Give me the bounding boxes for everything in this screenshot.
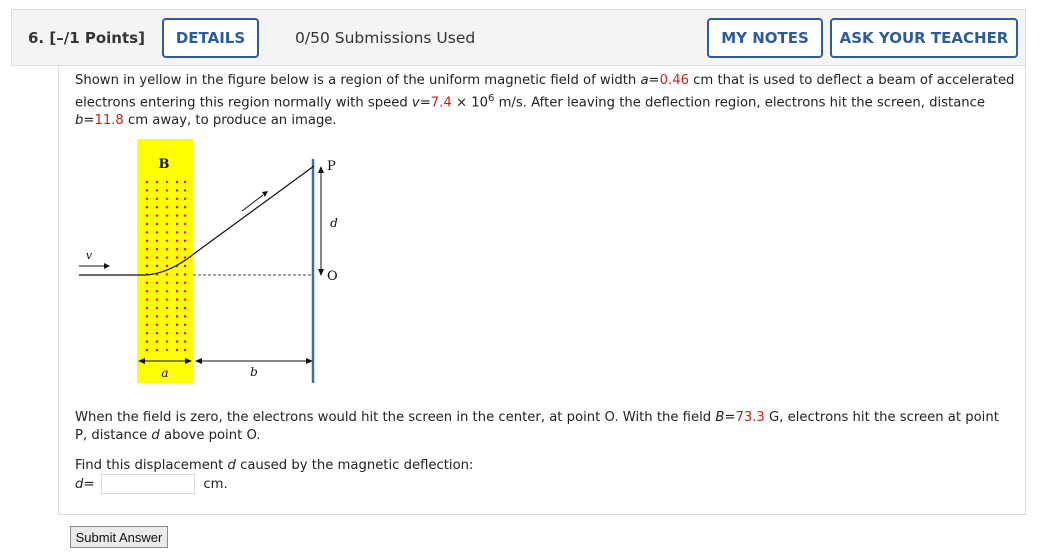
d-arrowhead-up xyxy=(318,166,324,173)
field-dot xyxy=(184,181,186,183)
field-dot xyxy=(166,315,168,317)
field-dot xyxy=(156,298,158,300)
field-dot xyxy=(156,349,158,351)
value-v: 7.4 xyxy=(430,95,452,111)
field-dot xyxy=(166,324,168,326)
field-dot xyxy=(156,231,158,233)
field-dot xyxy=(146,315,148,317)
field-dot xyxy=(146,240,148,242)
field-dot xyxy=(146,349,148,351)
field-dot xyxy=(184,324,186,326)
b-arrowhead-left xyxy=(195,358,202,364)
field-dot xyxy=(156,206,158,208)
field-dot xyxy=(146,332,148,334)
field-dot xyxy=(166,248,168,250)
value-a: 0.46 xyxy=(659,73,689,88)
field-dot xyxy=(146,290,148,292)
field-dot xyxy=(184,206,186,208)
field-dot xyxy=(176,231,178,233)
label-a: a xyxy=(161,366,169,380)
field-dot xyxy=(166,214,168,216)
direction-arrow xyxy=(242,195,263,211)
field-dot xyxy=(184,231,186,233)
field-dot xyxy=(176,315,178,317)
field-dot xyxy=(166,290,168,292)
var-v: v xyxy=(411,95,420,111)
field-dot xyxy=(184,240,186,242)
field-dot xyxy=(146,256,148,258)
answer-row xyxy=(75,473,228,495)
var-a: a xyxy=(640,73,649,88)
field-dot xyxy=(184,282,186,284)
field-dot xyxy=(166,332,168,334)
field-dot xyxy=(156,265,158,267)
field-dot xyxy=(176,223,178,225)
field-dot xyxy=(146,181,148,183)
field-dot xyxy=(146,298,148,300)
field-dot xyxy=(166,256,168,258)
field-dot xyxy=(184,223,186,225)
field-dot xyxy=(184,315,186,317)
field-dot xyxy=(176,240,178,242)
field-dot xyxy=(156,256,158,258)
field-dot xyxy=(146,189,148,191)
field-dot xyxy=(184,214,186,216)
field-dot xyxy=(176,332,178,334)
value-b: 11.8 xyxy=(94,113,124,129)
field-dot xyxy=(184,189,186,191)
field-dot xyxy=(176,181,178,183)
field-dot xyxy=(184,340,186,342)
field-dot xyxy=(184,198,186,200)
label-O: O xyxy=(327,269,338,284)
field-dot xyxy=(184,307,186,309)
field-dot xyxy=(176,290,178,292)
field-dot xyxy=(146,265,148,267)
field-description: When the field is zero, the electrons would hit the screen in the center, at point O. With the field B=73.3 G, electrons hit the screen at point P, distance d above point O. xyxy=(75,410,999,443)
d-arrowhead-down xyxy=(318,269,324,276)
field-dot xyxy=(176,307,178,309)
field-dot xyxy=(146,198,148,200)
field-dot xyxy=(156,240,158,242)
label-P: P xyxy=(327,159,336,174)
answer-unit: cm. xyxy=(203,476,228,492)
field-dot xyxy=(184,349,186,351)
field-dot xyxy=(166,282,168,284)
problem-statement: Shown in yellow in the figure below is a region of the uniform magnetic field of width a=0.46 cm that is used to deflect a beam of accelerated electrons entering this region normally with speed $v=7.4 \times 10^6$ m/s. After leaving the deflection region, electrons hit the screen, distance b=11.8 cm away, to produce an image. xyxy=(75,73,1015,129)
field-dot xyxy=(176,206,178,208)
field-dot xyxy=(184,298,186,300)
field-dot xyxy=(176,349,178,351)
field-dot xyxy=(166,206,168,208)
field-dot xyxy=(176,198,178,200)
field-dot xyxy=(156,340,158,342)
field-dot xyxy=(156,307,158,309)
label-b: b xyxy=(250,365,258,379)
answer-prefix: d= xyxy=(75,476,95,492)
field-dot xyxy=(166,340,168,342)
field-dot xyxy=(184,256,186,258)
field-dot xyxy=(176,340,178,342)
field-dot xyxy=(156,282,158,284)
details-button[interactable]: DETAILS xyxy=(162,18,259,58)
field-dot xyxy=(156,223,158,225)
submit-answer-button[interactable]: Submit Answer xyxy=(70,526,168,548)
field-dot xyxy=(166,265,168,267)
question-header xyxy=(11,9,1026,66)
field-dot xyxy=(146,214,148,216)
label-v: v xyxy=(85,249,93,262)
submissions-used: 0/50 Submissions Used xyxy=(295,29,476,47)
field-dot xyxy=(166,307,168,309)
field-dot xyxy=(184,265,186,267)
field-dot xyxy=(184,332,186,334)
field-dot xyxy=(146,307,148,309)
field-dot xyxy=(176,324,178,326)
electron-path xyxy=(79,166,314,275)
field-dot xyxy=(156,332,158,334)
field-dot xyxy=(146,223,148,225)
field-dot xyxy=(176,256,178,258)
field-dot xyxy=(176,248,178,250)
field-dot xyxy=(184,290,186,292)
field-dot xyxy=(166,223,168,225)
field-dot xyxy=(184,248,186,250)
field-dot xyxy=(146,324,148,326)
field-dot xyxy=(176,214,178,216)
field-dot xyxy=(166,189,168,191)
value-B: 73.3 xyxy=(735,410,765,425)
field-dot xyxy=(156,189,158,191)
field-dot xyxy=(166,231,168,233)
field-dot xyxy=(146,282,148,284)
field-dot xyxy=(166,273,168,275)
entry-arrowhead xyxy=(104,263,110,269)
field-dot xyxy=(166,298,168,300)
field-dot xyxy=(156,181,158,183)
field-dot xyxy=(156,198,158,200)
question-points: 6. [–/1 Points] xyxy=(28,29,145,47)
field-dot xyxy=(146,340,148,342)
question-prompt: Find this displacement d caused by the magnetic deflection: xyxy=(75,458,474,473)
field-dot xyxy=(176,189,178,191)
field-dot xyxy=(146,231,148,233)
field-dot xyxy=(176,273,178,275)
field-dot xyxy=(184,273,186,275)
field-dot xyxy=(176,282,178,284)
field-dot xyxy=(156,290,158,292)
field-dot xyxy=(146,206,148,208)
field-dot xyxy=(156,214,158,216)
label-B: B xyxy=(158,157,170,172)
field-dot xyxy=(176,298,178,300)
field-dot xyxy=(156,248,158,250)
field-dot xyxy=(166,240,168,242)
field-dot xyxy=(166,198,168,200)
ask-your-teacher-button[interactable]: ASK YOUR TEACHER xyxy=(830,18,1018,58)
label-d: d xyxy=(330,216,338,230)
field-dot xyxy=(166,349,168,351)
field-dot xyxy=(156,315,158,317)
field-dot xyxy=(156,324,158,326)
var-b: b xyxy=(75,113,84,129)
field-dot xyxy=(166,181,168,183)
my-notes-button[interactable]: MY NOTES xyxy=(707,18,823,58)
answer-input[interactable] xyxy=(101,474,195,494)
deflection-figure xyxy=(76,139,346,385)
direction-arrowhead xyxy=(262,191,268,197)
field-dot xyxy=(146,248,148,250)
